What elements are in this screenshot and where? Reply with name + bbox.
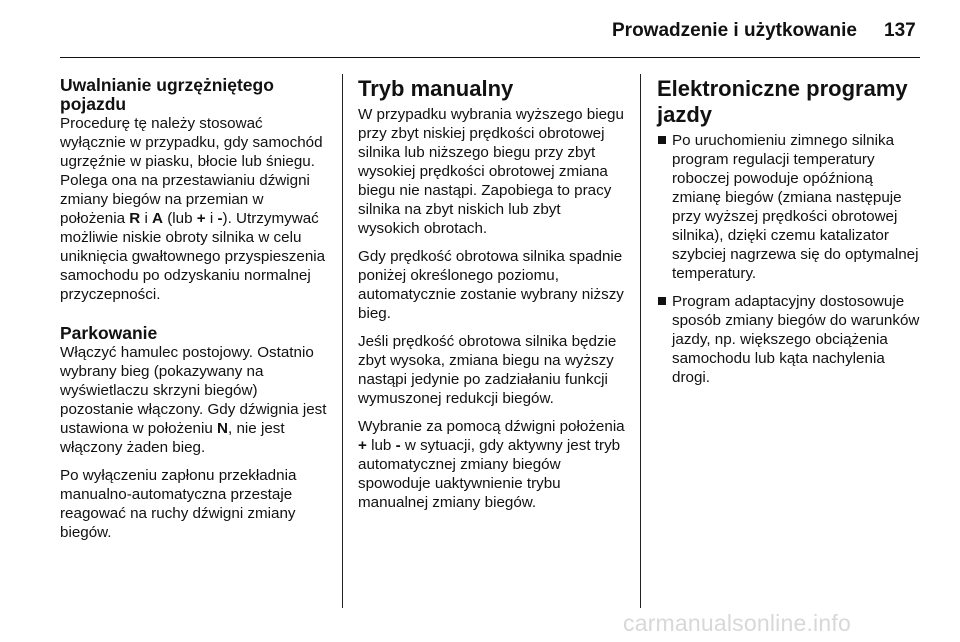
programs-list (657, 131, 920, 387)
section-heading-parking: Parkowanie (60, 323, 158, 343)
paragraph-manual-4: Wybranie za pomocą dźwigni położenia + lub - w sytuacji, gdy aktywny jest tryb automatycznej zmiany biegów spowoduje uaktywnienie trybu manualnej zmiany biegów. (358, 418, 625, 511)
page-number: 137 (884, 20, 916, 41)
paragraph-manual-1: W przypadku wybrania wyższego biegu przy zbyt niskiej prędkości obrotowej silnika lub niższego biegu przy zbyt wysokiej prędkości obrotowej zmiana biegu nie nastąpi. Zapobiega to pracy silnika na zbyt niskich lub zbyt wysokich obrotach. (358, 106, 624, 237)
gear-plus: + (358, 437, 367, 454)
gear-plus: + (196, 210, 206, 227)
paragraph-parking-2: Po wyłączeniu zapłonu przekładnia manualno-automatyczna przestaje reagować na ruchy dźwigni zmiany biegów. (60, 467, 297, 541)
square-bullet-icon (658, 297, 666, 305)
list-item: Po uruchomieniu zimnego silnika program regulacji temperatury roboczej powoduje opóźnioną zmianę biegów (zmiana następuje przy wyższej prędkości obrotowej silnika), dzięki czemu katalizator szybciej nagrzewa się do optymalnej temperatury. (657, 131, 920, 283)
paragraph-parking-1: Włączyć hamulec postojowy. Ostatnio wybrany bieg (pokazywany na wyświetlaczu skrzyni biegów) pozostanie włączony. Gdy dźwignia jest ustawiona w położeniu N, nie jest włączony żaden bieg. (60, 344, 327, 456)
column-divider-2 (640, 74, 641, 608)
watermark: carmanualsonline.info (623, 610, 851, 636)
running-title: Prowadzenie i użytkowanie (612, 20, 857, 41)
gear-minus: - (217, 210, 223, 227)
section-heading-unstuck: Uwalnianie ugrzężniętego pojazdu (60, 75, 274, 114)
paragraph-unstuck: Procedurę tę należy stosować wyłącznie w przypadku, gdy samochód ugrzęźnie w piasku, błocie lub śniegu. Polega ona na przestawianiu dźwigni zmiany biegów na przemian w położenia R i A (lub + i -). Utrzymywać możliwie niskie obroty silnika w celu uniknięcia gwałtownego przyspieszenia samochodu po odzyskaniu normalnej przyczepności. (60, 115, 326, 303)
gear-minus: - (395, 437, 401, 454)
paragraph-manual-3: Jeśli prędkość obrotowa silnika będzie zbyt wysoka, zmiana biegu na wyższy nastąpi jedynie po zadziałaniu funkcji wymuszonej redukcji biegów. (358, 333, 617, 407)
page-header (0, 0, 960, 62)
list-item: Program adaptacyjny dostosowuje sposób zmiany biegów do warunków jazdy, np. większego obciążenia samochodu lub kąta nachylenia drogi. (657, 292, 920, 387)
column-left (60, 76, 328, 551)
gear-N: N (217, 420, 229, 437)
square-bullet-icon (658, 136, 666, 144)
header-divider (60, 57, 920, 58)
gear-A: A (152, 210, 164, 227)
gear-R: R (129, 210, 141, 227)
column-right (657, 76, 920, 396)
section-heading-programs: Elektroniczne programy jazdy (657, 76, 908, 127)
section-heading-manual: Tryb manualny (358, 76, 514, 101)
column-middle (358, 76, 626, 521)
paragraph-manual-2: Gdy prędkość obrotowa silnika spadnie poniżej określonego poziomu, automatycznie zostanie wybrany niższy bieg. (358, 248, 624, 322)
column-divider-1 (342, 74, 343, 608)
